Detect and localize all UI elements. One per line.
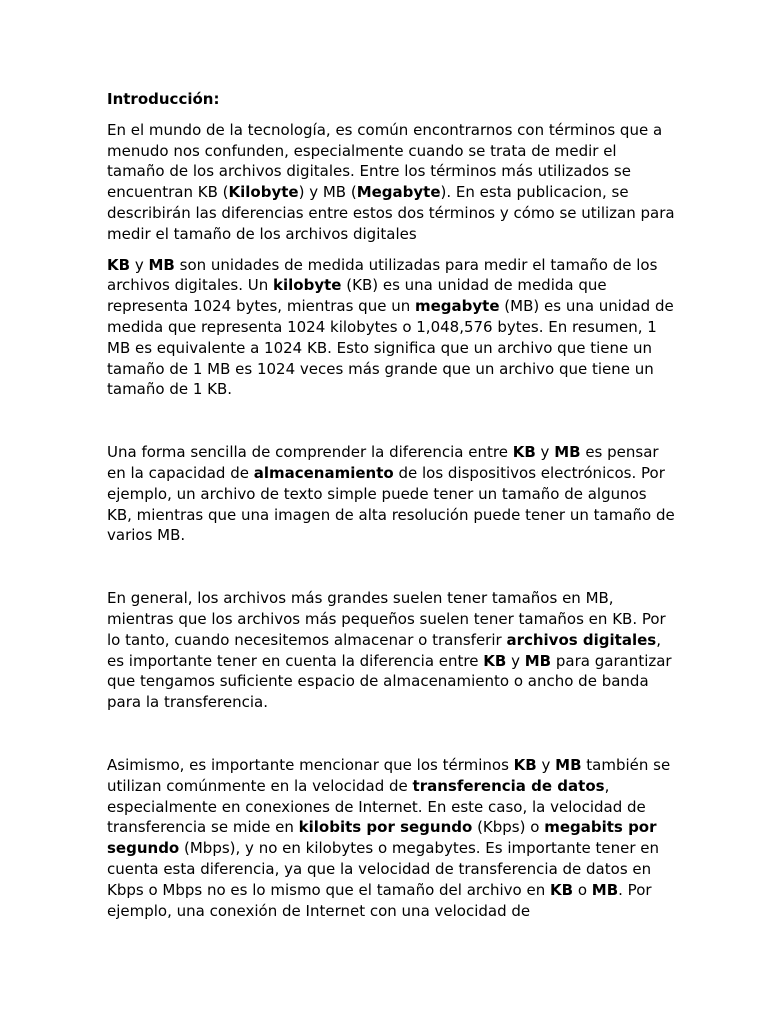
bold-term: MB [555, 755, 582, 774]
paragraph-intro [107, 120, 675, 245]
text-run: (KB) es una unidad de medida que representa 1024 bytes, mientras que un [107, 276, 607, 316]
text-run: En general, los archivos más grandes suelen tener tamaños en MB, mientras que los archivos más pequeños suelen tener tamaños en KB. Por lo tanto, cuando necesitemos almacenar o transferir [107, 589, 666, 649]
bold-term: megabyte [415, 297, 500, 316]
text-run: Asimismo, es importante mencionar que los términos [107, 755, 514, 774]
bold-term: megabits por segundo [107, 818, 657, 858]
bold-term: KB [549, 880, 574, 899]
bold-term: KB [107, 255, 131, 274]
document-body [107, 89, 675, 931]
text-run: de los dispositivos electrónicos. Por ejemplo, un archivo de texto simple puede tener un tamaño de algunos KB, mientras que una imagen de alta resolución puede tener un tamaño de varios MB. [107, 463, 675, 545]
bold-term: KB [512, 443, 536, 462]
text-run: (MB) es una unidad de medida que representa 1024 kilobytes o 1,048,576 bytes. En resumen, 1 MB es equivalente a 1024 KB. Esto significa que un archivo que tiene un tamaño de 1 MB es 1024 veces más grande que un archivo que tiene un tamaño de 1 KB. [107, 297, 674, 399]
text-run: , especialmente en conexiones de Internet. En este caso, la velocidad de transferencia se mide en [107, 776, 646, 837]
bold-term: MB [554, 443, 581, 462]
text-run: ). En esta publicacion, se describirán las diferencias entre estos dos términos y cómo se utilizan para medir el tamaño de los archivos digitales [107, 183, 675, 243]
bold-term: KB [513, 755, 537, 774]
text-run: también se utilizan comúnmente en la velocidad de [107, 755, 671, 795]
bold-term: MB [148, 255, 175, 274]
text-run: Una forma sencilla de comprender la diferencia entre [107, 443, 513, 462]
text-run: y [506, 651, 525, 670]
bold-term: kilobyte [273, 276, 342, 295]
paragraph-general-usage [107, 588, 675, 713]
paragraph-storage-example [107, 442, 675, 546]
text-run: son unidades de medida utilizadas para medir el tamaño de los archivos digitales. Un [107, 255, 658, 295]
paragraph-transfer-speed [107, 755, 675, 921]
text-run: (Mbps), y no en kilobytes o megabytes. Es importante tener en cuenta esta diferencia, ya que la velocidad de transferencia de datos en Kbps o Mbps no es lo mismo que el tamaño del archivo en [107, 839, 659, 899]
bold-term: almacenamiento [253, 463, 394, 482]
text-run: (Kbps) o [472, 818, 545, 837]
bold-term: archivos digitales [506, 630, 657, 649]
paragraph-definitions [107, 255, 675, 401]
bold-term: Kilobyte [228, 183, 299, 202]
bold-term: kilobits por segundo [298, 818, 473, 837]
text-run: ) y MB ( [298, 183, 357, 202]
bold-term: MB [591, 880, 619, 899]
text-run: . Por ejemplo, una conexión de Internet con una velocidad de [107, 880, 652, 920]
text-run: y [130, 255, 149, 274]
bold-term: Megabyte [356, 183, 441, 202]
text-run: y [535, 443, 555, 462]
text-run: , es importante tener en cuenta la diferencia entre [107, 630, 661, 670]
bold-term: MB [524, 651, 552, 670]
text-run: es pensar en la capacidad de [107, 443, 659, 482]
bold-term: KB [483, 651, 507, 670]
text-run: o [573, 880, 592, 899]
bold-term: transferencia de datos [412, 776, 605, 795]
text-run: para garantizar que tengamos suficiente espacio de almacenamiento o ancho de banda para la transferencia. [107, 651, 672, 712]
text-run: y [536, 755, 556, 774]
text-run: En el mundo de la tecnología, es común encontrarnos con términos que a menudo nos confunden, especialmente cuando se trata de medir el tamaño de los archivos digitales. Entre los términos más utilizados se encuentran KB ( [107, 120, 663, 202]
document-title: Introducción: [107, 90, 220, 108]
